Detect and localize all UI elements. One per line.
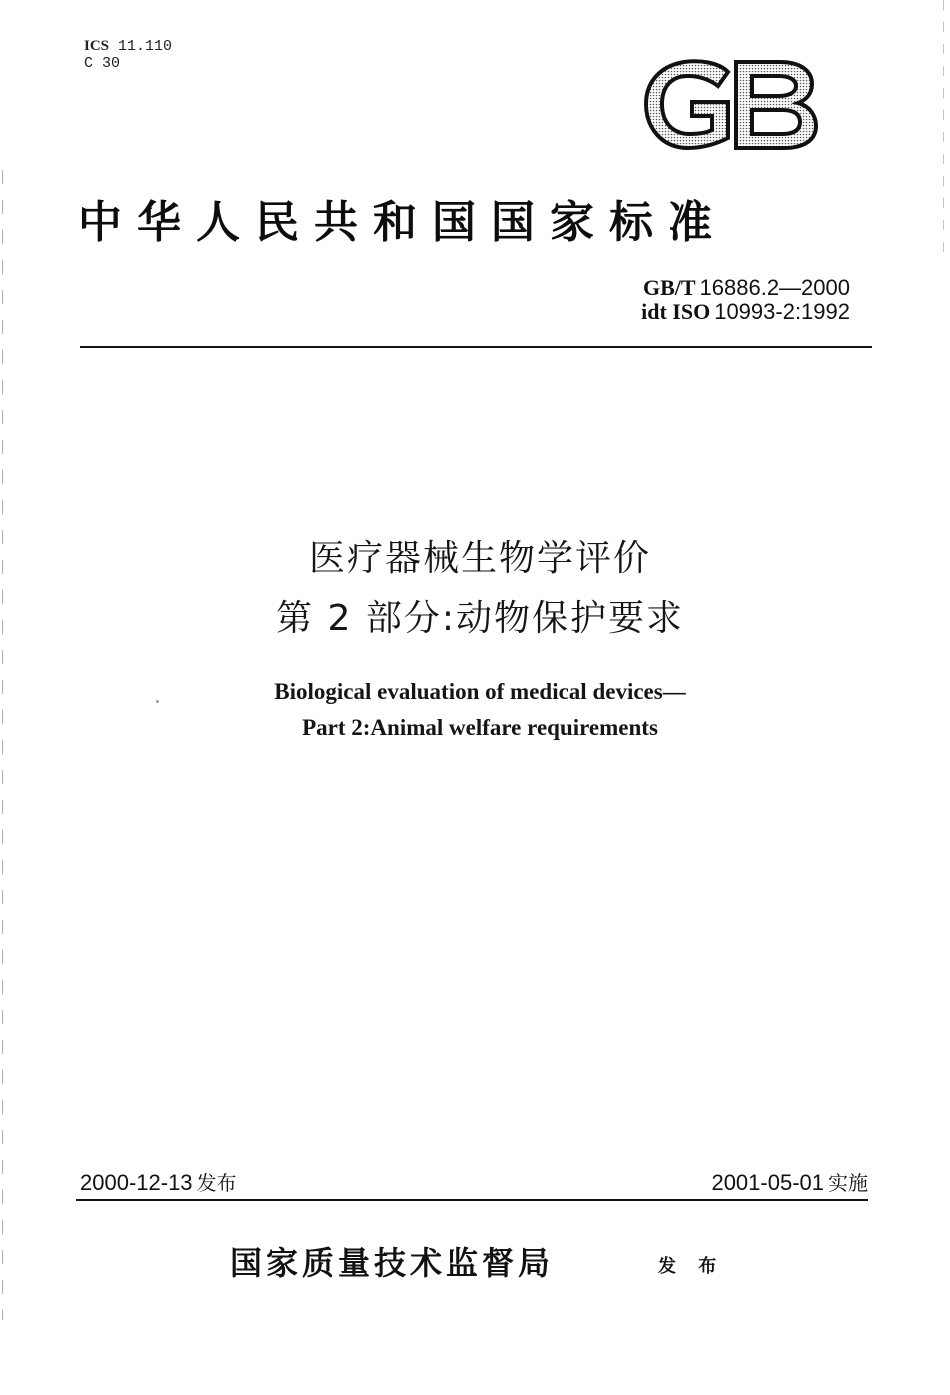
ics-code: 11.110 [118,38,173,55]
ics-line [84,38,172,55]
header-divider [80,346,872,348]
national-standard-title: 中华人民共和国国家标准 [78,197,727,248]
publish-label: 发 布 [658,1256,725,1277]
issue-date: 2000-12-13 [80,1170,193,1195]
implement-date-block [711,1167,868,1196]
title-en-line2: Part 2:Animal welfare requirements [302,715,658,740]
ics-label: ICS [84,38,110,54]
standard-number: 16886.2—2000 [699,275,850,300]
standard-number-prefix: GB/T [642,275,696,300]
implement-label: 实施 [828,1171,868,1195]
footer-divider [76,1199,868,1201]
publisher-name: 国家质量技术监督局 [230,1244,555,1282]
idt-number: 10993-2:1992 [714,299,850,324]
classification-block [84,38,172,72]
scan-edge-right [943,0,944,260]
idt-prefix: idt ISO [641,299,711,324]
standard-number-line [560,276,850,300]
scan-edge-left [2,170,3,1320]
title-cn-line1: 医疗器械生物学评价 [308,538,651,579]
title-cn-line2: 第 2 部分:动物保护要求 [276,598,684,639]
standard-numbers [560,276,850,324]
scan-speck [156,700,159,703]
idt-number-line [560,300,850,324]
ccs-code: C 30 [84,55,121,72]
gb-logo [640,58,820,152]
implement-date: 2001-05-01 [711,1170,824,1195]
issue-date-block [80,1167,237,1196]
gb-logo-text: GB [730,118,732,119]
title-en-line1: Biological evaluation of medical devices— [274,679,686,704]
issue-label: 发布 [196,1171,237,1195]
